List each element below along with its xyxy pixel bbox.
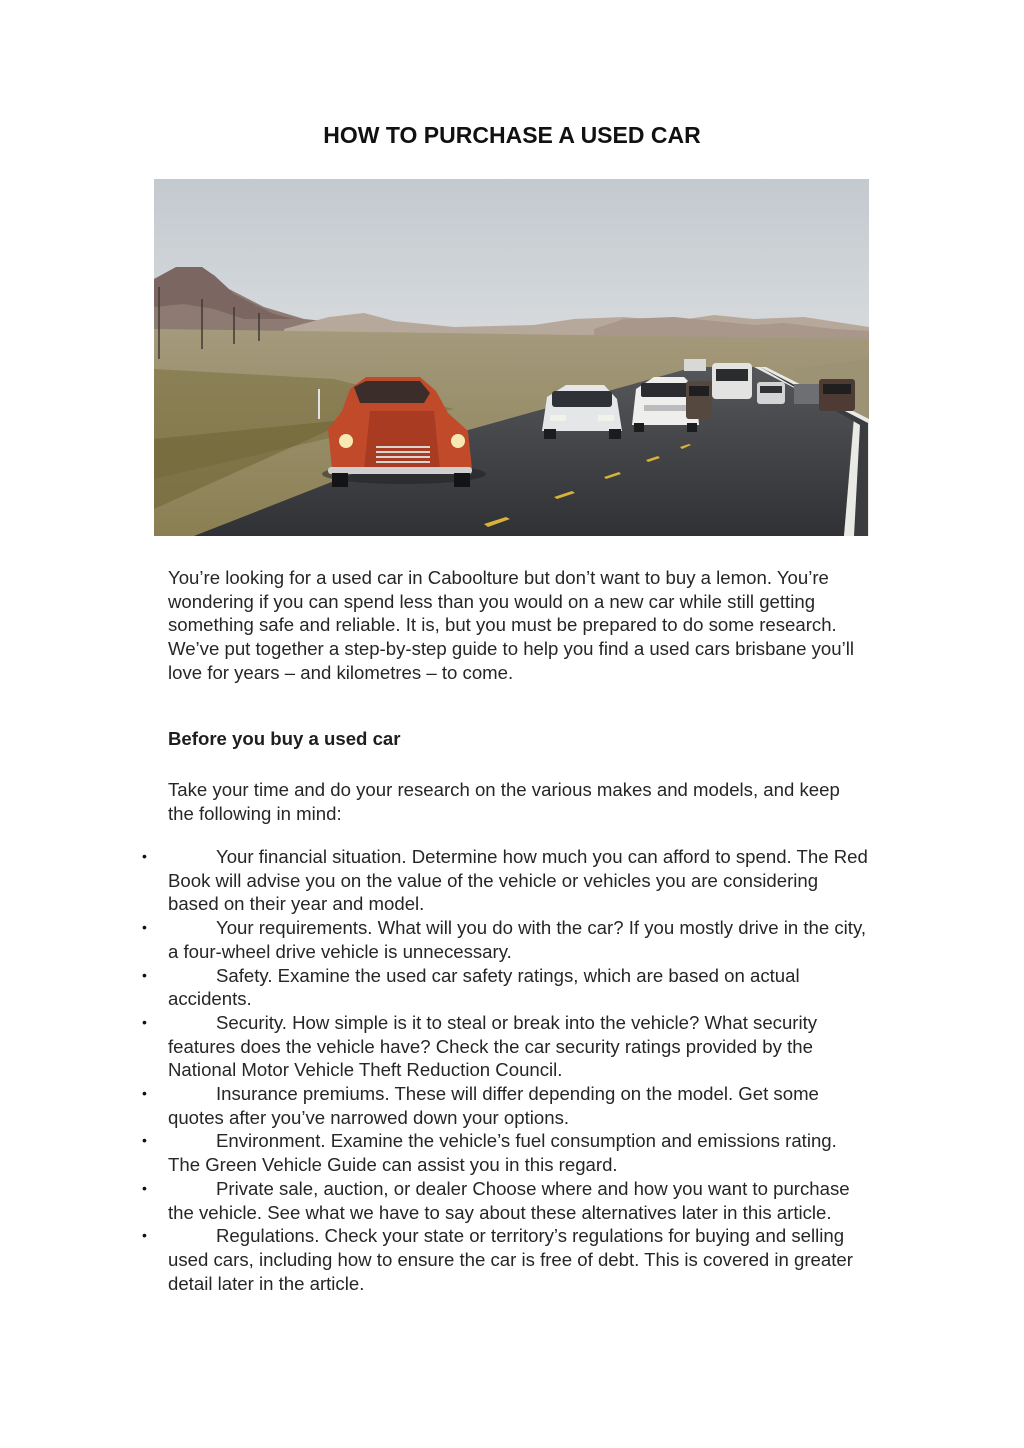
list-item-text: Regulations. Check your state or territory’s regulations for buying and selling used cars, including how to ensure the car is free of debt. This is covered in greater detail later in the article. [168, 1225, 853, 1294]
bullet-icon: • [142, 919, 147, 936]
list-item [142, 1011, 868, 1082]
list-item-text: Insurance premiums. These will differ depending on the model. Get some quotes after you’ve narrowed down your options. [168, 1083, 819, 1128]
list-item [142, 916, 868, 963]
list-item [142, 1129, 868, 1176]
list-item [142, 1177, 868, 1224]
bullet-icon: • [142, 1227, 147, 1244]
bullet-icon: • [142, 1132, 147, 1149]
section-heading: Before you buy a used car [168, 728, 401, 749]
bullet-icon: • [142, 848, 147, 864]
bullet-icon: • [142, 1179, 147, 1196]
road-trip-photo [154, 179, 869, 536]
list-item [142, 964, 868, 1011]
list-item [142, 845, 868, 916]
considerations-list [142, 845, 868, 1295]
list-item-text: Your financial situation. Determine how much you can afford to spend. The Red Book will advise you on the value of the vehicle or vehicles you are considering based on their year and model. [168, 846, 868, 915]
list-item-text: Safety. Examine the used car safety ratings, which are based on actual accidents. [168, 964, 800, 1010]
page-title: HOW TO PURCHASE A USED CAR [323, 122, 701, 148]
list-item [142, 1224, 868, 1295]
bullet-icon: • [142, 1013, 147, 1030]
list-item-text: Your requirements. What will you do with the car? If you mostly drive in the city, a four-wheel drive vehicle is unnecessary. [168, 917, 867, 962]
list-item [142, 1082, 868, 1129]
intro-sentence: You’re looking for a used car in Caboolture but don’t want to buy a lemon. You’re wondering if you can spend less than you would on a new car while still getting something safe and reliable. It is, but you must be prepared to do some research. [168, 567, 837, 636]
used-cars-brisbane-link[interactable]: used cars brisbane [649, 638, 807, 660]
section-intro: Take your time and do your research on the various makes and models, and keep the following in mind: [168, 779, 840, 824]
intro-paragraph [168, 566, 868, 685]
list-item-text: Private sale, auction, or dealer Choose where and how you want to purchase the vehicle. See what we have to say about these alternatives later in this article. [168, 1177, 850, 1223]
intro-guide-sentence [168, 637, 868, 684]
intro-text-after-link: you’ll love for years – and kilometres – to come. [168, 638, 854, 683]
bullet-icon: • [142, 1085, 147, 1102]
intro-text-before-link: We’ve put together a step-by-step guide to help you find a [168, 638, 650, 660]
list-item-text: Security. How simple is it to steal or break into the vehicle? What security features does the vehicle have? Check the car security ratings provided by the National Motor Vehicle Theft Reduction Council. [168, 1011, 818, 1081]
list-item-text: Environment. Examine the vehicle’s fuel consumption and emissions rating. The Green Vehicle Guide can assist you in this regard. [168, 1130, 837, 1176]
bullet-icon: • [142, 966, 147, 983]
